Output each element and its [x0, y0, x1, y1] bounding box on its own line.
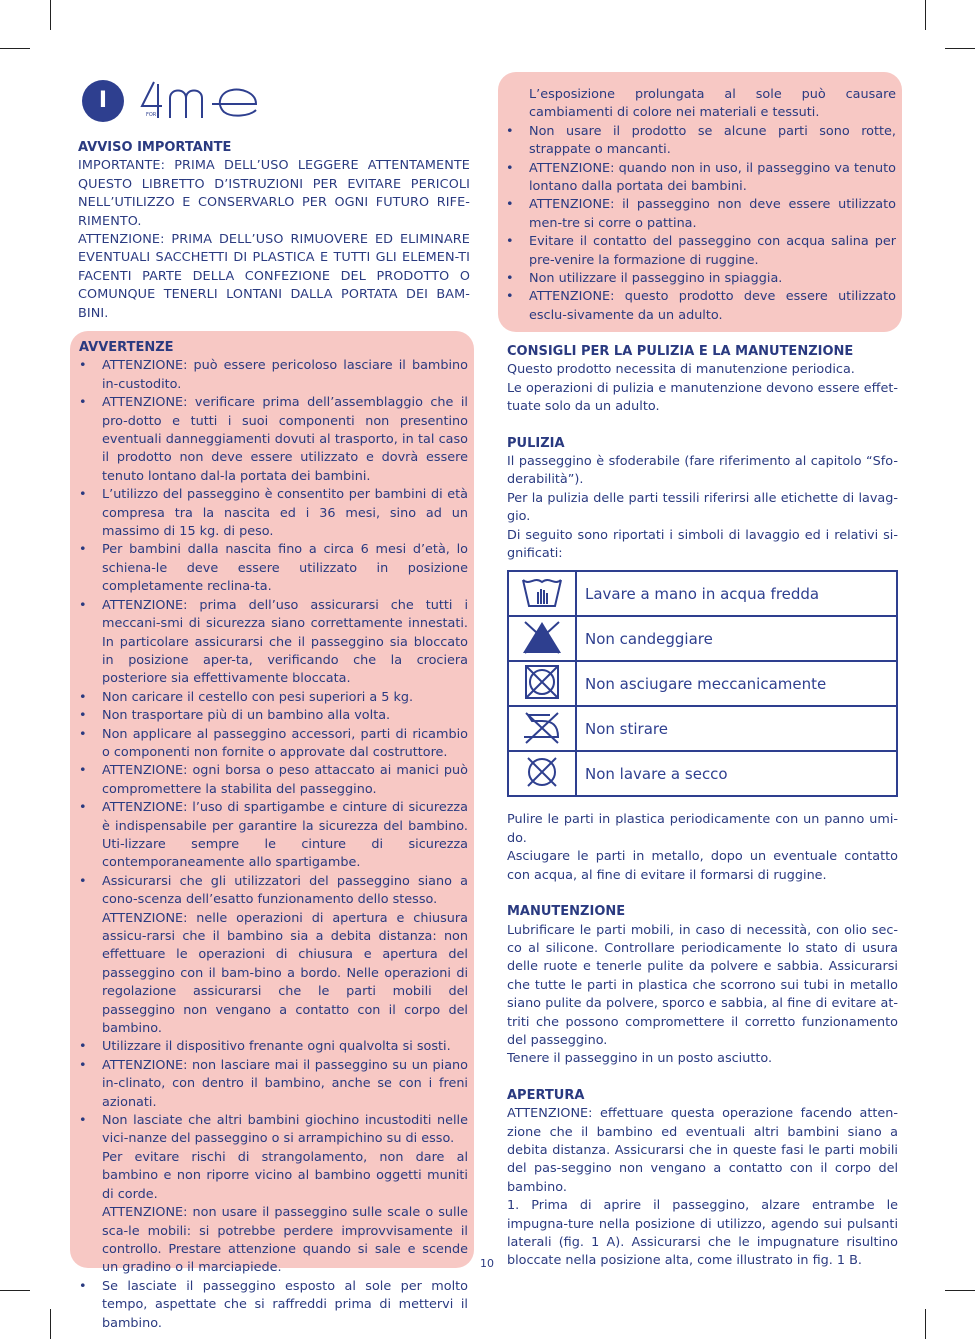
warning-item: • ATTENZIONE: il passeggino non deve essere utilizzato men-tre si corre o pattina.	[506, 196, 896, 233]
wash-symbols-table	[507, 570, 898, 797]
warning-item: • ATTENZIONE: può essere pericoloso lasciare il bambino in-custodito.	[79, 357, 468, 394]
warning-item: • Non applicare al passeggino accessori, parti di ricambio o componenti non fornite o approvate dal costruttore.	[79, 726, 468, 763]
warning-item: • ATTENZIONE: non lasciare mai il passeggino su un piano in-clinato, con dentro il bambino, anche se con i freni azionati.	[79, 1057, 468, 1112]
crop-mark	[50, 0, 51, 30]
notice-line: ATTENZIONE: PRIMA DELL’USO RIMUOVERE ED ELIMINARE EVENTUALI SACCHETTI DI PLASTICA E TUTTI GLI ELEMEN-TI FACENTI PARTE DELLA CONFEZIONE DEL PRODOTTO O COMUNQUE TENERLI LONTANI DALLA PORTATA DEI BAM-BINI.	[78, 232, 470, 321]
cleaning-title: PULIZIA	[507, 435, 565, 451]
care-paragraph: Le operazioni di pulizia e manutenzione devono essere effet-tuate solo da un adulto.	[507, 380, 898, 415]
warning-item: • Non utilizzare il passeggino in spiaggia.	[506, 270, 896, 288]
brand-logo	[140, 80, 262, 124]
crop-mark	[925, 0, 926, 30]
language-badge: I	[82, 80, 124, 122]
crop-mark	[0, 1290, 30, 1291]
warnings-panel	[70, 331, 474, 1331]
no-tumble-dry-icon	[508, 661, 576, 706]
warning-item: • Per bambini dalla nascita fino a circa 6 mesi d’età, lo schiena-le deve essere utilizzato in posizione completamente reclina-ta.	[79, 541, 468, 596]
cleaning-paragraph: Il passeggino è sfoderabile (fare riferimento al capitolo “Sfo-derabilità”).	[507, 454, 898, 488]
warning-item: • ATTENZIONE: prima dell’uso assicurarsi che tutti i meccani-smi di sicurezza siano correttamente innestati. In particolare assicurarsi che il passeggino sia bloccato in posizione aper-ta, verificando che la crociera posteriore sia effettivamente bloccata.	[79, 597, 468, 689]
notice-section	[78, 139, 470, 323]
right-column	[507, 343, 898, 1271]
no-iron-icon	[508, 706, 576, 751]
warning-item: • Non usare il prodotto se alcune parti sono rotte, strappate o mancanti.	[506, 123, 896, 160]
no-dry-clean-icon	[508, 751, 576, 796]
wash-symbol-label: Non lavare a secco	[576, 751, 897, 796]
table-row	[508, 751, 897, 796]
crop-mark	[945, 1290, 975, 1291]
cleaning-paragraph: Asciugare le parti in metallo, dopo un eventuale contatto con acqua, al fine di evitare il formarsi di ruggine.	[507, 849, 898, 883]
crop-mark	[925, 1309, 926, 1339]
notice-line: IMPORTANTE: PRIMA DELL’USO LEGGERE ATTENTAMENTE QUESTO LIBRETTO D’ISTRUZIONI PER EVITARE PERICOLI NELL’UTILIZZO E CONSERVARLO PER OGNI FUTURO RIFE-RIMENTO.	[78, 158, 470, 229]
warning-item: • ATTENZIONE: questo prodotto deve essere utilizzato esclu-sivamente da un adulto.	[506, 288, 896, 325]
wash-symbol-label: Non candeggiare	[576, 616, 897, 661]
maintenance-title: MANUTENZIONE	[507, 904, 626, 920]
warning-item: • Se lasciate il passeggino esposto al sole per molto tempo, aspettate che si raffreddi prima di mettervi il bambino.	[79, 1278, 468, 1333]
opening-title: APERTURA	[507, 1087, 585, 1103]
warning-item: • Evitare il contatto del passeggino con acqua salina per pre-venire la formazione di ruggine.	[506, 233, 896, 270]
maintenance-paragraph: Lubrificare le parti mobili, in caso di necessità, con olio sec-co al silicone. Controllare periodicamente lo stato di usura delle ruote e tenerle pulite da polvere e sabbia. Assicurarsi che tutte le parti in plastica che scorrono sui tubi in metallo siano pulite da polvere, sporco e sabbia, al fine di evitare at-triti che possono compromettere il corretto funzionamento del passeggino.	[507, 922, 898, 1048]
warning-item: • ATTENZIONE: verificare prima dell’assemblaggio che il pro-dotto e tutti i suoi componenti non presentino eventuali danneggiamenti dovuti al trasporto, in tal caso il prodotto non deve essere utilizzato e dovrà essere tenuto lontano dal-la portata dei bambini.	[79, 394, 468, 486]
opening-paragraph: 1. Prima di aprire il passeggino, alzare entrambe le impugna-ture nella posizione di utilizzo, agendo sui pulsanti laterali (fig. 1 A). Assicurarsi che le impugnature risultino bloccate nella posizione alta, come illustrato in fig. 1 B.	[507, 1198, 898, 1269]
crop-mark	[945, 48, 975, 49]
warning-item	[79, 873, 468, 1039]
warning-item: • Utilizzare il dispositivo frenante ogni qualvolta si sosti.	[79, 1038, 468, 1056]
table-row	[508, 706, 897, 751]
wash-symbol-label: Lavare a mano in acqua fredda	[576, 571, 897, 616]
table-row	[508, 616, 897, 661]
warnings-list	[79, 357, 468, 1333]
no-bleach-icon	[508, 616, 576, 661]
warnings-continued-lead: L’esposizione prolungata al sole può causare cambiamenti di colore nei materiali e tessuti.	[529, 87, 896, 121]
warning-item: • ATTENZIONE: l’uso di spartigambe e cinture di sicurezza è indispensabile per garantire la sicurezza del bambino. Uti-lizzare sempre le cinture di sicurezza contemporaneamente allo spartigambe.	[79, 799, 468, 873]
hand-wash-icon	[508, 571, 576, 616]
logo-small-text: FOR	[146, 112, 157, 118]
crop-mark	[50, 1309, 51, 1339]
warning-item-continuation: Per evitare rischi di strangolamento, non dare al bambino e non riporre vicino al bambino oggetti muniti di corde.	[102, 1149, 468, 1202]
warning-item-continuation: ATTENZIONE: non usare il passeggino sulle scale o sulle sca-le mobili: si potrebbe perdere improvvisamente il controllo. Prestare attenzione quando si sale e scende un gradino o il marciapiede.	[102, 1205, 468, 1276]
cleaning-paragraph: Per la pulizia delle parti tessili riferirsi alle etichette di lavag-gio.	[507, 490, 898, 525]
wash-symbol-label: Non asciugare meccanicamente	[576, 661, 897, 706]
page-number: 10	[480, 1257, 494, 1270]
warning-item: • Non caricare il cestello con pesi superiori a 5 kg.	[79, 689, 468, 707]
warning-item: • L’utilizzo del passeggino è consentito per bambini di età compresa tra la nascita ed i 36 mesi, sino ad un massimo di 15 kg. di peso.	[79, 486, 468, 541]
warnings-continued-list	[506, 123, 896, 325]
warnings-continued-panel	[498, 72, 902, 332]
warning-item	[79, 1112, 468, 1278]
warning-item-text: Assicurarsi che gli utilizzatori del passeggino siano a cono-scenza dell’esatto funzionamento dello stesso.	[102, 873, 468, 908]
table-row	[508, 571, 897, 616]
table-row	[508, 661, 897, 706]
care-title: CONSIGLI PER LA PULIZIA E LA MANUTENZIONE	[507, 344, 854, 359]
warning-item: • ATTENZIONE: quando non in uso, il passeggino va tenuto lontano dalla portata dei bambini.	[506, 160, 896, 197]
crop-mark	[0, 48, 30, 49]
warning-item: • Non trasportare più di un bambino alla volta.	[79, 707, 468, 725]
cleaning-paragraph: Pulire le parti in plastica periodicamente con un panno umi-do.	[507, 812, 898, 846]
brand-logo-icon	[140, 80, 262, 120]
warning-item: • ATTENZIONE: ogni borsa o peso attaccato ai manici può compromettere la stabilita del passeggino.	[79, 762, 468, 799]
maintenance-paragraph: Tenere il passeggino in un posto asciutto.	[507, 1051, 773, 1067]
warning-item-text: Non lasciate che altri bambini giochino incustoditi nelle vici-nanze del passeggino o si arrampichino su di esso.	[102, 1113, 468, 1147]
warnings-title: AVVERTENZE	[79, 340, 174, 355]
care-paragraph: Questo prodotto necessita di manutenzione periodica.	[507, 362, 855, 378]
wash-symbol-label: Non stirare	[576, 706, 897, 751]
notice-title: AVVISO IMPORTANTE	[78, 140, 232, 155]
opening-paragraph: ATTENZIONE: effettuare questa operazione facendo atten-zione che il bambino ed eventuali altri bambini siano a debita distanza. Assicurarsi che in queste fasi le parti mobili del pas-seggino non vengano a contatto con il corpo del bambino.	[507, 1106, 898, 1195]
cleaning-paragraph: Di seguito sono riportati i simboli di lavaggio ed i relativi si-gnificati:	[507, 527, 898, 562]
warning-item-continuation: ATTENZIONE: nelle operazioni di apertura e chiusura assicu-rarsi che il bambino sia a debita distanza: non effettuare le operazioni di chiusura e apertura del passeggino con il bam-bino a bordo. Nelle operazioni di regolazione assicurarsi che le parti mobili del passeggino non vengano a contatto con il corpo del bambino.	[102, 910, 468, 1037]
